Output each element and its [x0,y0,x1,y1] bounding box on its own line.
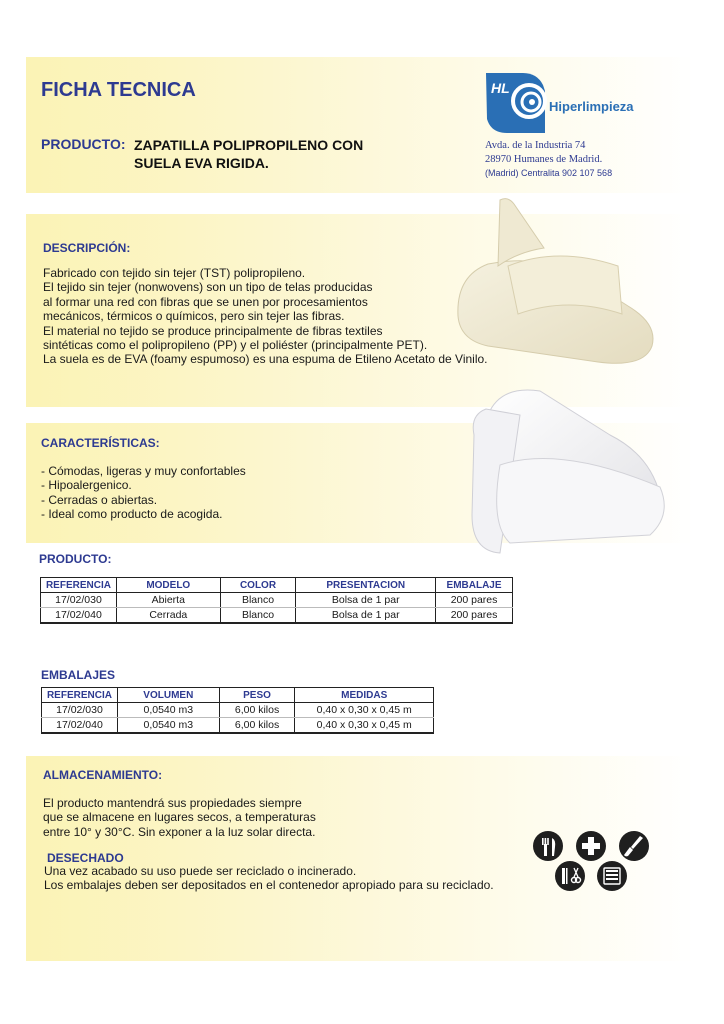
column-header: REFERENCIA [41,578,117,593]
column-header: PRESENTACION [296,578,436,593]
disposal-line: Los embalajes deben ser depositados en el contenedor apropiado para su reciclado. [44,878,494,893]
cleaning-brush-icon [619,831,649,861]
product-table [40,577,513,624]
table-cell: 0,0540 m3 [117,703,219,718]
table-cell: Bolsa de 1 par [296,593,436,608]
column-header: VOLUMEN [117,688,219,703]
closed-slipper-image [460,375,690,560]
column-header: COLOR [220,578,296,593]
table-cell: 6,00 kilos [219,718,295,733]
description-text [43,266,488,367]
storage-line: El producto mantendrá sus propiedades siempre [43,796,302,810]
table-cell: 0,40 x 0,30 x 0,45 m [295,703,434,718]
product-name-line-1: ZAPATILLA POLIPROPILENO CON [134,137,364,153]
description-line: El material no tejido se produce principalmente de fibras textiles [43,323,383,338]
table-cell: 0,40 x 0,30 x 0,45 m [295,718,434,733]
storage-text [43,796,316,839]
table-row [41,608,513,623]
feature-item: - Cerradas o abiertas. [41,492,158,507]
table-cell: 17/02/040 [42,718,118,733]
cutlery-icon [533,831,563,861]
description-line: Fabricado con tejido sin tejer (TST) polipropileno. [43,266,306,280]
table-cell: 0,0540 m3 [117,718,219,733]
logo-name: Hiperlimpieza [549,99,634,114]
hotel-icon [597,861,627,891]
open-slipper-image [448,196,668,376]
medical-cross-icon [576,831,606,861]
table-cell: 17/02/030 [41,593,117,608]
packaging-table-heading: EMBALAJES [41,668,116,682]
sector-icons [532,830,650,892]
feature-item: - Cómodas, ligeras y muy confortables [41,464,246,478]
storage-line: entre 10° y 30°C. Sin exponer a la luz solar directa. [43,824,316,839]
table-cell: 200 pares [436,608,513,623]
features-list [41,464,246,522]
table-cell: 6,00 kilos [219,703,295,718]
page-title: FICHA TECNICA [41,79,196,101]
table-cell: Cerrada [116,608,220,623]
description-line: El tejido sin tejer (nonwovens) son un tipo de telas producidas [43,280,373,295]
features-heading: CARACTERÍSTICAS: [41,436,160,450]
description-line: La suela es de EVA (foamy espumoso) es una espuma de Etileno Acetato de Vinilo. [43,352,488,367]
disposal-text [44,864,494,893]
address-line-2: 28970 Humanes de Madrid. [485,154,603,165]
table-header-row [41,578,513,593]
description-heading: DESCRIPCIÓN: [43,241,131,255]
table-cell: 17/02/030 [42,703,118,718]
packaging-table [41,687,434,734]
feature-item: - Ideal como producto de acogida. [41,507,223,522]
table-cell: Blanco [220,593,296,608]
address-line-1: Avda. de la Industria 74 [485,140,586,151]
storage-line: que se almacene en lugares secos, a temperaturas [43,810,316,825]
disposal-heading: DESECHADO [47,851,124,865]
table-row [42,718,434,733]
product-table-heading: PRODUCTO: [39,552,112,566]
table-cell: Abierta [116,593,220,608]
table-row [41,593,513,608]
table-cell: Bolsa de 1 par [296,608,436,623]
column-header: MODELO [116,578,220,593]
hairdressing-icon [555,861,585,891]
description-line: mecánicos, térmicos o químicos, pero sin tejer las fibras. [43,309,345,324]
table-row [42,703,434,718]
storage-heading: ALMACENAMIENTO: [43,768,163,782]
company-logo [485,69,663,137]
table-cell: Blanco [220,608,296,623]
column-header: PESO [219,688,295,703]
table-cell: 17/02/040 [41,608,117,623]
product-name [134,136,434,172]
address-line-3: (Madrid) Centralita 902 107 568 [485,168,613,178]
description-line: sintéticas como el polipropileno (PP) y el poliéster (principalmente PET). [43,337,428,352]
column-header: REFERENCIA [42,688,118,703]
column-header: MEDIDAS [295,688,434,703]
table-header-row [42,688,434,703]
product-label: PRODUCTO: [41,136,126,152]
column-header: EMBALAJE [436,578,513,593]
feature-item: - Hipoalergenico. [41,478,132,493]
table-cell: 200 pares [436,593,513,608]
description-line: al formar una red con fibras que se unen por procesamientos [43,294,368,309]
logo-initials: HL [491,80,510,96]
product-name-line-2: SUELA EVA RIGIDA. [134,155,269,171]
disposal-line: Una vez acabado su uso puede ser reciclado o incinerado. [44,864,357,878]
